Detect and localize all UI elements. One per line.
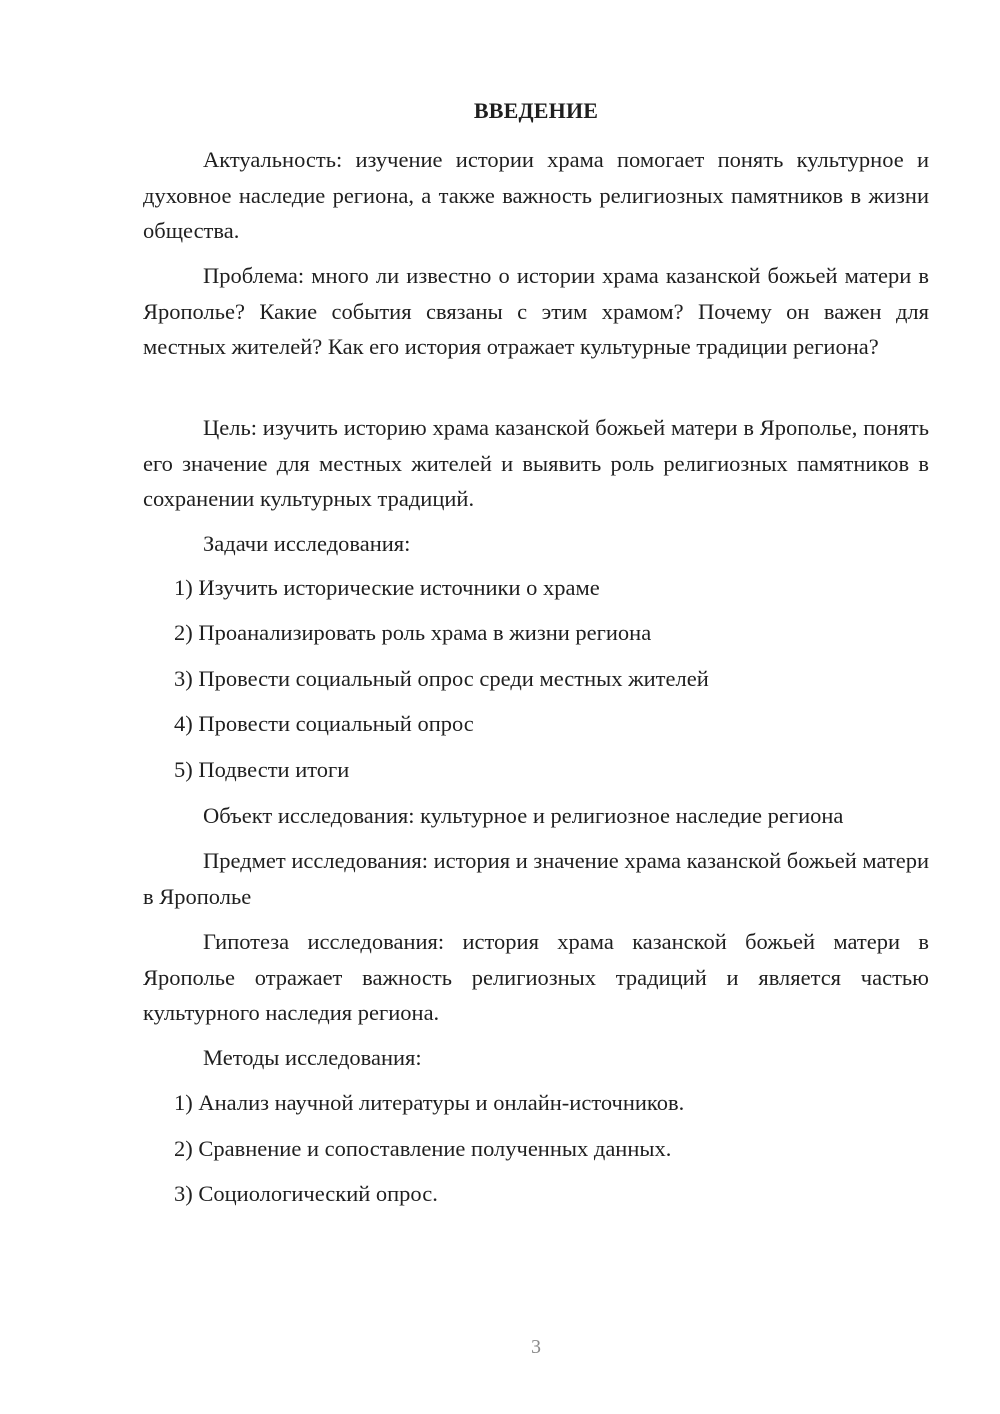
relevance-paragraph: Актуальность: изучение истории храма помогает понять культурное и духовное наследие региона, а также важность религиозных памятников в жизни общества.: [143, 147, 929, 243]
task-item-1: 1) Изучить исторические источники о храме: [174, 575, 600, 600]
method-item-3: 3) Социологический опрос.: [174, 1181, 438, 1206]
object-line: Объект исследования: культурное и религиозное наследие региона: [203, 803, 844, 828]
task-item-4: 4) Провести социальный опрос: [174, 711, 474, 736]
task-item-5: 5) Подвести итоги: [174, 757, 350, 782]
tasks-heading: Задачи исследования:: [203, 531, 411, 556]
task-item-3: 3) Провести социальный опрос среди местных жителей: [174, 666, 709, 691]
page-title: ВВЕДЕНИЕ: [473, 98, 599, 123]
task-item-2: 2) Проанализировать роль храма в жизни региона: [174, 620, 652, 645]
page-number: 3: [531, 1336, 541, 1358]
goal-paragraph: Цель: изучить историю храма казанской божьей матери в Ярополье, понять его значение для местных жителей и выявить роль религиозных памятников в сохранении культурных традиций.: [143, 415, 929, 511]
method-item-2: 2) Сравнение и сопоставление полученных данных.: [174, 1136, 672, 1161]
problem-paragraph: Проблема: много ли известно о истории храма казанской божьей матери в Ярополье? Какие события связаны с этим храмом? Почему он важен для местных жителей? Как его история отражает культурные традиции региона?: [143, 263, 929, 359]
methods-heading: Методы исследования:: [203, 1045, 422, 1070]
method-item-1: 1) Анализ научной литературы и онлайн-источников.: [174, 1090, 685, 1115]
subject-paragraph: Предмет исследования: история и значение храма казанской божьей матери в Ярополье: [143, 848, 929, 909]
hypothesis-paragraph: Гипотеза исследования: история храма казанской божьей матери в Ярополье отражает важность религиозных традиций и является частью культурного наследия региона.: [143, 929, 929, 1025]
